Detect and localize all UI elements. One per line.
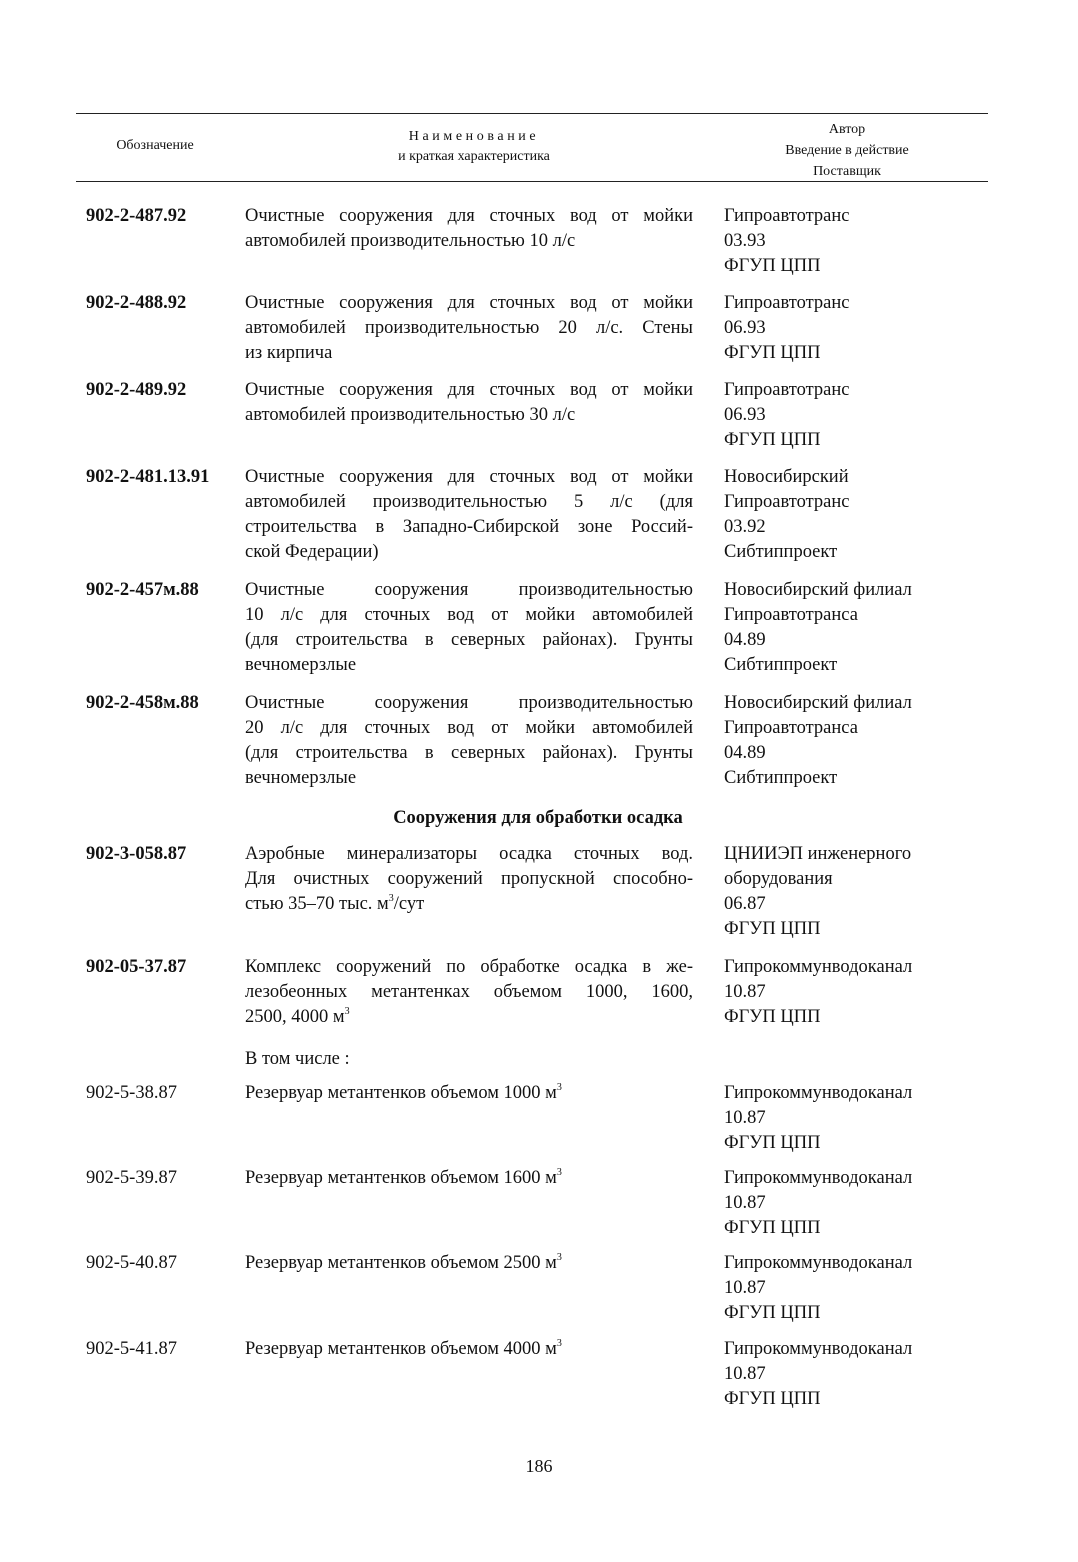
date-line: 06.93: [724, 405, 766, 425]
header-name: [244, 127, 704, 167]
row-code: 902-2-457м.88: [86, 580, 199, 600]
desc-line: [245, 892, 693, 917]
author-line: Гипроавтотранс: [724, 293, 850, 313]
row-code: 902-2-481.13.91: [86, 467, 210, 487]
row-description: [245, 204, 693, 254]
date-line: 10.87: [724, 1364, 766, 1384]
desc-line: 10 л/с для сточных вод от мойки автомобилей: [245, 605, 693, 625]
desc-line: [245, 1166, 693, 1191]
supplier-line: ФГУП ЦПП: [724, 1218, 821, 1238]
supplier-line: ФГУП ЦПП: [724, 256, 821, 276]
desc-line: [245, 1005, 693, 1030]
supplier-line: Сибтиппроект: [724, 655, 838, 675]
author-line: Новосибирский филиал: [724, 693, 912, 713]
desc-line: [245, 1251, 693, 1276]
supplier-line: ФГУП ЦПП: [724, 919, 821, 939]
row-code: 902-5-41.87: [86, 1339, 177, 1359]
row-description: [245, 291, 693, 366]
row-description: [245, 1251, 693, 1276]
header-date-line: Введение в действие: [785, 143, 909, 158]
row-author: [724, 204, 984, 279]
row-description: [245, 955, 693, 1030]
date-line: 03.93: [724, 231, 766, 251]
desc-line: автомобилей производительностью 20 л/с. Стены: [245, 318, 693, 338]
desc-line: Комплекс сооружений по обработке осадка в же-: [245, 957, 693, 977]
row-author: [724, 291, 984, 366]
row-code: 902-5-39.87: [86, 1168, 177, 1188]
desc-line: из кирпича: [245, 343, 333, 363]
header-name-title: Наименование: [408, 129, 540, 144]
header-supplier-line: Поставщик: [813, 164, 881, 179]
desc-line: Очистные сооружения производительностью: [245, 693, 693, 713]
desc-line: Очистные сооружения производительностью: [245, 580, 693, 600]
row-author: [724, 465, 984, 565]
row-code: 902-2-488.92: [86, 293, 187, 313]
desc-text: 2500, 4000 м: [245, 1007, 345, 1027]
row-author: [724, 691, 984, 791]
superscript: 3: [388, 893, 394, 904]
author-line: Гипроавтотранс: [724, 206, 850, 226]
section-title: Сооружения для обработки осадка: [393, 808, 683, 828]
row-author: [724, 955, 984, 1030]
row-code: 902-5-40.87: [86, 1253, 177, 1273]
row-code: 902-05-37.87: [86, 957, 187, 977]
date-line: 04.89: [724, 743, 766, 763]
desc-text: Резервуар метантенков объемом 1000 м: [245, 1083, 557, 1103]
header-designation: Обозначение: [116, 138, 194, 153]
author-line: Гипрокоммунводоканал: [724, 957, 913, 977]
superscript: 3: [556, 1167, 562, 1178]
row-description: [245, 842, 693, 917]
author-line: Новосибирский: [724, 467, 849, 487]
date-line: 06.93: [724, 318, 766, 338]
author-line: ЦНИИЭП инженерного: [724, 844, 912, 864]
desc-line: [245, 1337, 693, 1362]
row-author: [724, 378, 984, 453]
row-code: 902-2-489.92: [86, 380, 187, 400]
desc-line: автомобилей производительностью 30 л/с: [245, 405, 576, 425]
header-name-subtitle: и краткая характеристика: [398, 149, 550, 164]
desc-line: Аэробные минерализаторы осадка сточных вод.: [245, 844, 693, 864]
date-line: 10.87: [724, 1108, 766, 1128]
desc-line: вечномерзлые: [245, 768, 357, 788]
desc-line: Очистные сооружения для сточных вод от мойки: [245, 206, 693, 226]
desc-line: лезобеонных метантенках объемом 1000, 1600,: [245, 982, 693, 1002]
desc-text: стью 35–70 тыс. м: [245, 894, 389, 914]
row-description: [245, 578, 693, 678]
author-line: Гипрокоммунводоканал: [724, 1083, 913, 1103]
supplier-line: ФГУП ЦПП: [724, 430, 821, 450]
supplier-line: Сибтиппроект: [724, 542, 838, 562]
row-code: 902-5-38.87: [86, 1083, 177, 1103]
desc-line: Очистные сооружения для сточных вод от мойки: [245, 380, 693, 400]
author-line: Новосибирский филиал: [724, 580, 912, 600]
author-line: Гипроавтотранса: [724, 718, 858, 738]
date-line: 03.92: [724, 517, 766, 537]
row-description: [245, 1081, 693, 1106]
author-line: Гипрокоммунводоканал: [724, 1339, 913, 1359]
desc-text: Резервуар метантенков объемом 1600 м: [245, 1168, 557, 1188]
row-code: 902-2-458м.88: [86, 693, 199, 713]
author-line: Гипроавтотранс: [724, 380, 850, 400]
date-line: 10.87: [724, 1278, 766, 1298]
desc-text: /сут: [393, 894, 425, 914]
desc-line: (для строительства в северных районах). Грунты: [245, 743, 693, 763]
desc-line: вечномерзлые: [245, 655, 357, 675]
desc-text: Резервуар метантенков объемом 2500 м: [245, 1253, 557, 1273]
superscript: 3: [556, 1338, 562, 1349]
page-number: 186: [525, 1456, 553, 1476]
desc-line: автомобилей производительностью 5 л/с (для: [245, 492, 693, 512]
desc-line: ской Федерации): [245, 542, 379, 562]
row-code: 902-2-487.92: [86, 206, 187, 226]
desc-line: строительства в Западно-Сибирской зоне Россий-: [245, 517, 693, 537]
author-line: оборудования: [724, 869, 833, 889]
header-top-rule: [76, 113, 988, 114]
desc-line: Очистные сооружения для сточных вод от мойки: [245, 467, 693, 487]
row-description: [245, 1166, 693, 1191]
desc-line: (для строительства в северных районах). Грунты: [245, 630, 693, 650]
desc-text: Резервуар метантенков объемом 4000 м: [245, 1339, 557, 1359]
desc-line: автомобилей производительностью 10 л/с: [245, 231, 576, 251]
supplier-line: ФГУП ЦПП: [724, 1007, 821, 1027]
header-author: [716, 119, 978, 182]
desc-line: Очистные сооружения для сточных вод от мойки: [245, 293, 693, 313]
row-description: [245, 465, 693, 565]
row-author: [724, 1337, 984, 1412]
header-author-line: Автор: [828, 122, 866, 137]
superscript: 3: [556, 1082, 562, 1093]
desc-line: [245, 1081, 693, 1106]
author-line: Гипроавтотранса: [724, 605, 858, 625]
row-description: [245, 691, 693, 791]
row-author: [724, 578, 984, 678]
supplier-line: ФГУП ЦПП: [724, 1133, 821, 1153]
row-author: [724, 1251, 984, 1326]
supplier-line: ФГУП ЦПП: [724, 1389, 821, 1409]
author-line: Гипрокоммунводоканал: [724, 1253, 913, 1273]
date-line: 10.87: [724, 1193, 766, 1213]
supplier-line: ФГУП ЦПП: [724, 1303, 821, 1323]
row-author: [724, 1166, 984, 1241]
superscript: 3: [556, 1252, 562, 1263]
date-line: 10.87: [724, 982, 766, 1002]
date-line: 06.87: [724, 894, 766, 914]
row-author: [724, 842, 984, 942]
supplier-line: ФГУП ЦПП: [724, 343, 821, 363]
desc-line: 20 л/с для сточных вод от мойки автомобилей: [245, 718, 693, 738]
desc-line: Для очистных сооружений пропускной способно-: [245, 869, 693, 889]
date-line: 04.89: [724, 630, 766, 650]
superscript: 3: [344, 1006, 350, 1017]
header-bottom-rule: [76, 181, 988, 182]
row-author: [724, 1081, 984, 1156]
including-label: В том числе :: [245, 1049, 350, 1069]
author-line: Гипроавтотранс: [724, 492, 850, 512]
row-code: 902-3-058.87: [86, 844, 187, 864]
row-description: [245, 1337, 693, 1362]
author-line: Гипрокоммунводоканал: [724, 1168, 913, 1188]
supplier-line: Сибтиппроект: [724, 768, 838, 788]
row-description: [245, 378, 693, 428]
